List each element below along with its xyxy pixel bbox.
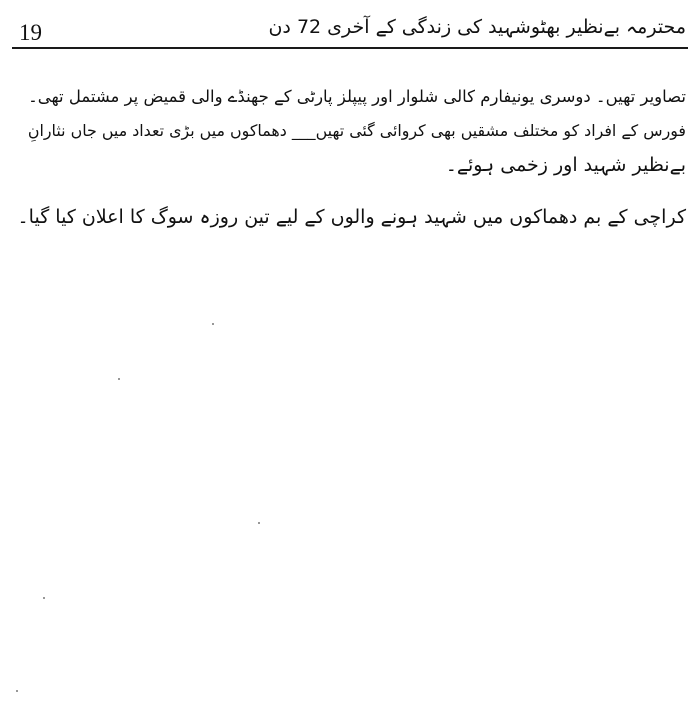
text-line: فورس کے افراد کو مختلف مشقیں بھی کروائی گئی تھیں___ دھماکوں میں بڑی تعداد میں جاں نثارانِ	[27, 121, 686, 140]
text-line: بےنظیر شہید اور زخمی ہوئے۔	[445, 154, 686, 176]
body-text	[14, 80, 686, 234]
scan-speck	[16, 690, 18, 692]
text-line: کراچی کے بم دھماکوں میں شہید ہونے والوں کے لیے تین روزہ سوگ کا اعلان کیا گیا۔	[17, 206, 686, 228]
scan-speck	[43, 597, 45, 599]
running-title: محترمہ بےنظیر بھٹوشہید کی زندگی کے آخری 72 دن	[268, 16, 686, 38]
scan-speck	[258, 522, 260, 524]
paragraph-1	[14, 80, 686, 182]
scan-speck	[118, 378, 120, 380]
text-line: تصاویر تھیں۔ دوسری یونیفارم کالی شلوار اور پیپلز پارٹی کے جھنڈے والی قمیض پر مشتمل تھی۔	[28, 87, 686, 106]
scan-speck	[212, 323, 214, 325]
paragraph-spacer	[14, 182, 686, 200]
page-number: 19	[19, 20, 42, 45]
header-rule	[12, 47, 688, 49]
paragraph-2	[14, 200, 686, 234]
